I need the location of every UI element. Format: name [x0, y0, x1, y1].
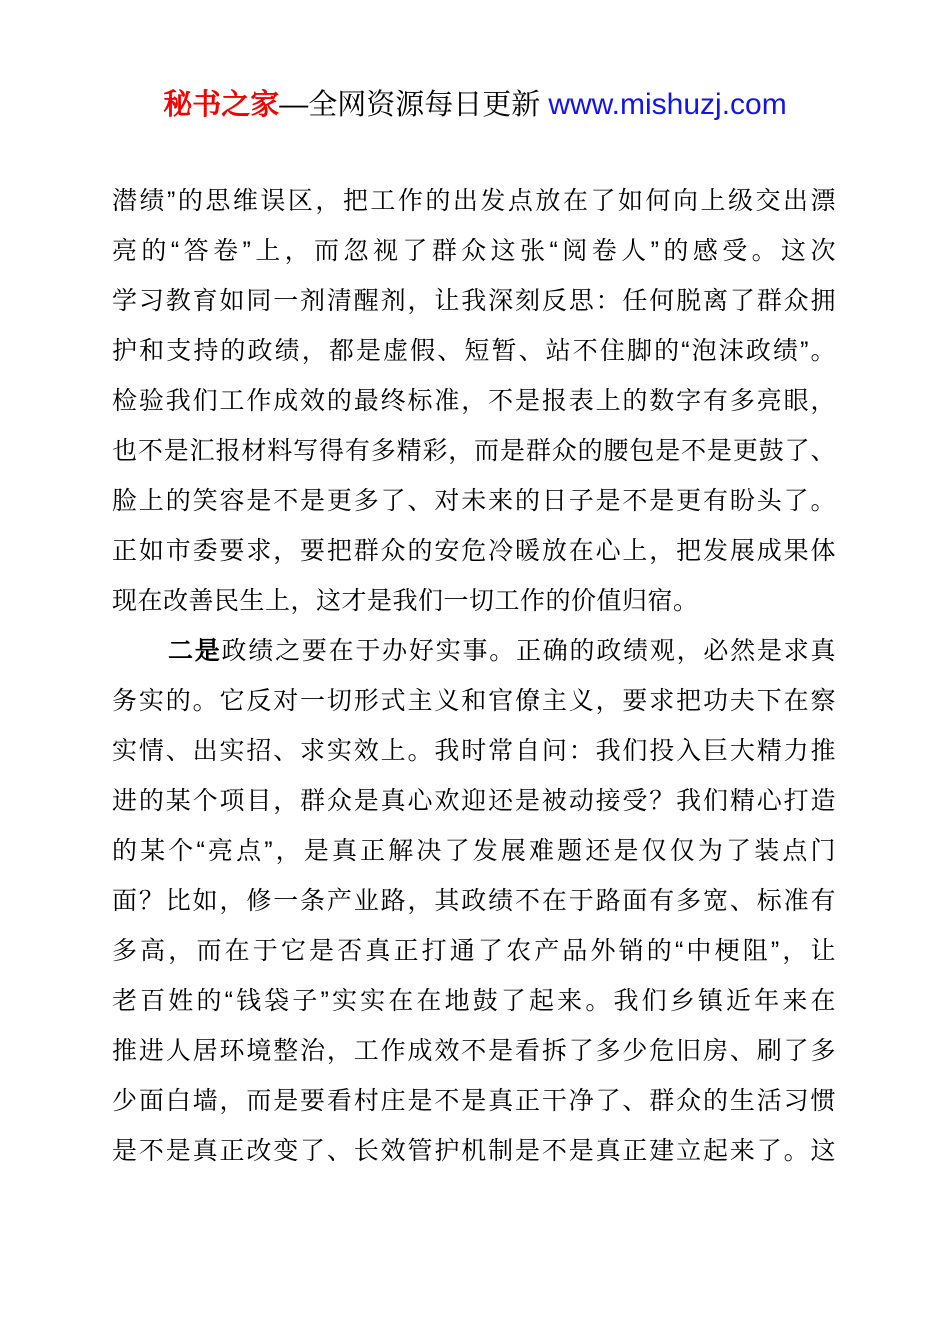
text-line: 二是政绩之要在于办好实事。正确的政绩观，必然是求真	[168, 637, 836, 665]
text-line: 推进人居环境整治，工作成效不是看拆了多少危旧房、刷了多	[112, 1037, 836, 1065]
site-name: 秘书之家	[163, 89, 280, 121]
paragraph	[112, 626, 836, 1176]
text-line: 脸上的笑容是不是更多了、对未来的日子是不是更有盼头了。	[112, 487, 836, 515]
text-line: 检验我们工作成效的最终标准，不是报表上的数字有多亮眼，	[112, 387, 836, 415]
text-line: 现在改善民生上，这才是我们一切工作的价值归宿。	[112, 587, 699, 615]
text-line: 老百姓的“钱袋子”实实在在地鼓了起来。我们乡镇近年来在	[112, 987, 836, 1015]
text-line: 学习教育如同一剂清醒剂，让我深刻反思：任何脱离了群众拥	[112, 287, 836, 315]
text-line: 也不是汇报材料写得有多精彩，而是群众的腰包是不是更鼓了、	[112, 437, 836, 465]
bold-lead-in: 二是	[168, 637, 222, 665]
site-tagline: 全网资源每日更新	[308, 89, 549, 121]
text-line: 少面白墙，而是要看村庄是不是真正干净了、群众的生活习惯	[112, 1087, 836, 1115]
text-line: 面？比如，修一条产业路，其政绩不在于路面有多宽、标准有	[112, 887, 836, 915]
site-url-link[interactable]: www.mishuzj.com	[548, 88, 787, 121]
site-header	[0, 84, 950, 126]
text-line: 正如市委要求，要把群众的安危冷暖放在心上，把发展成果体	[112, 537, 836, 565]
paragraph	[112, 176, 836, 626]
text-line: 潜绩”的思维误区，把工作的出发点放在了如何向上级交出漂	[112, 187, 836, 215]
text-line: 多高，而在于它是否真正打通了农产品外销的“中梗阻”，让	[112, 937, 836, 965]
text-line: 护和支持的政绩，都是虚假、短暂、站不住脚的“泡沫政绩”。	[112, 337, 836, 365]
dash-separator: —	[279, 89, 309, 121]
text-line: 亮的“答卷”上，而忽视了群众这张“阅卷人”的感受。这次	[112, 237, 836, 265]
text-line: 实情、出实招、求实效上。我时常自问：我们投入巨大精力推	[112, 737, 836, 765]
text-line: 进的某个项目，群众是真心欢迎还是被动接受？我们精心打造	[112, 787, 836, 815]
document-body	[112, 176, 836, 1176]
text-line: 务实的。它反对一切形式主义和官僚主义，要求把功夫下在察	[112, 687, 836, 715]
text-line: 是不是真正改变了、长效管护机制是不是真正建立起来了。这	[112, 1137, 836, 1165]
text-line: 的某个“亮点”，是真正解决了发展难题还是仅仅为了装点门	[112, 837, 836, 865]
